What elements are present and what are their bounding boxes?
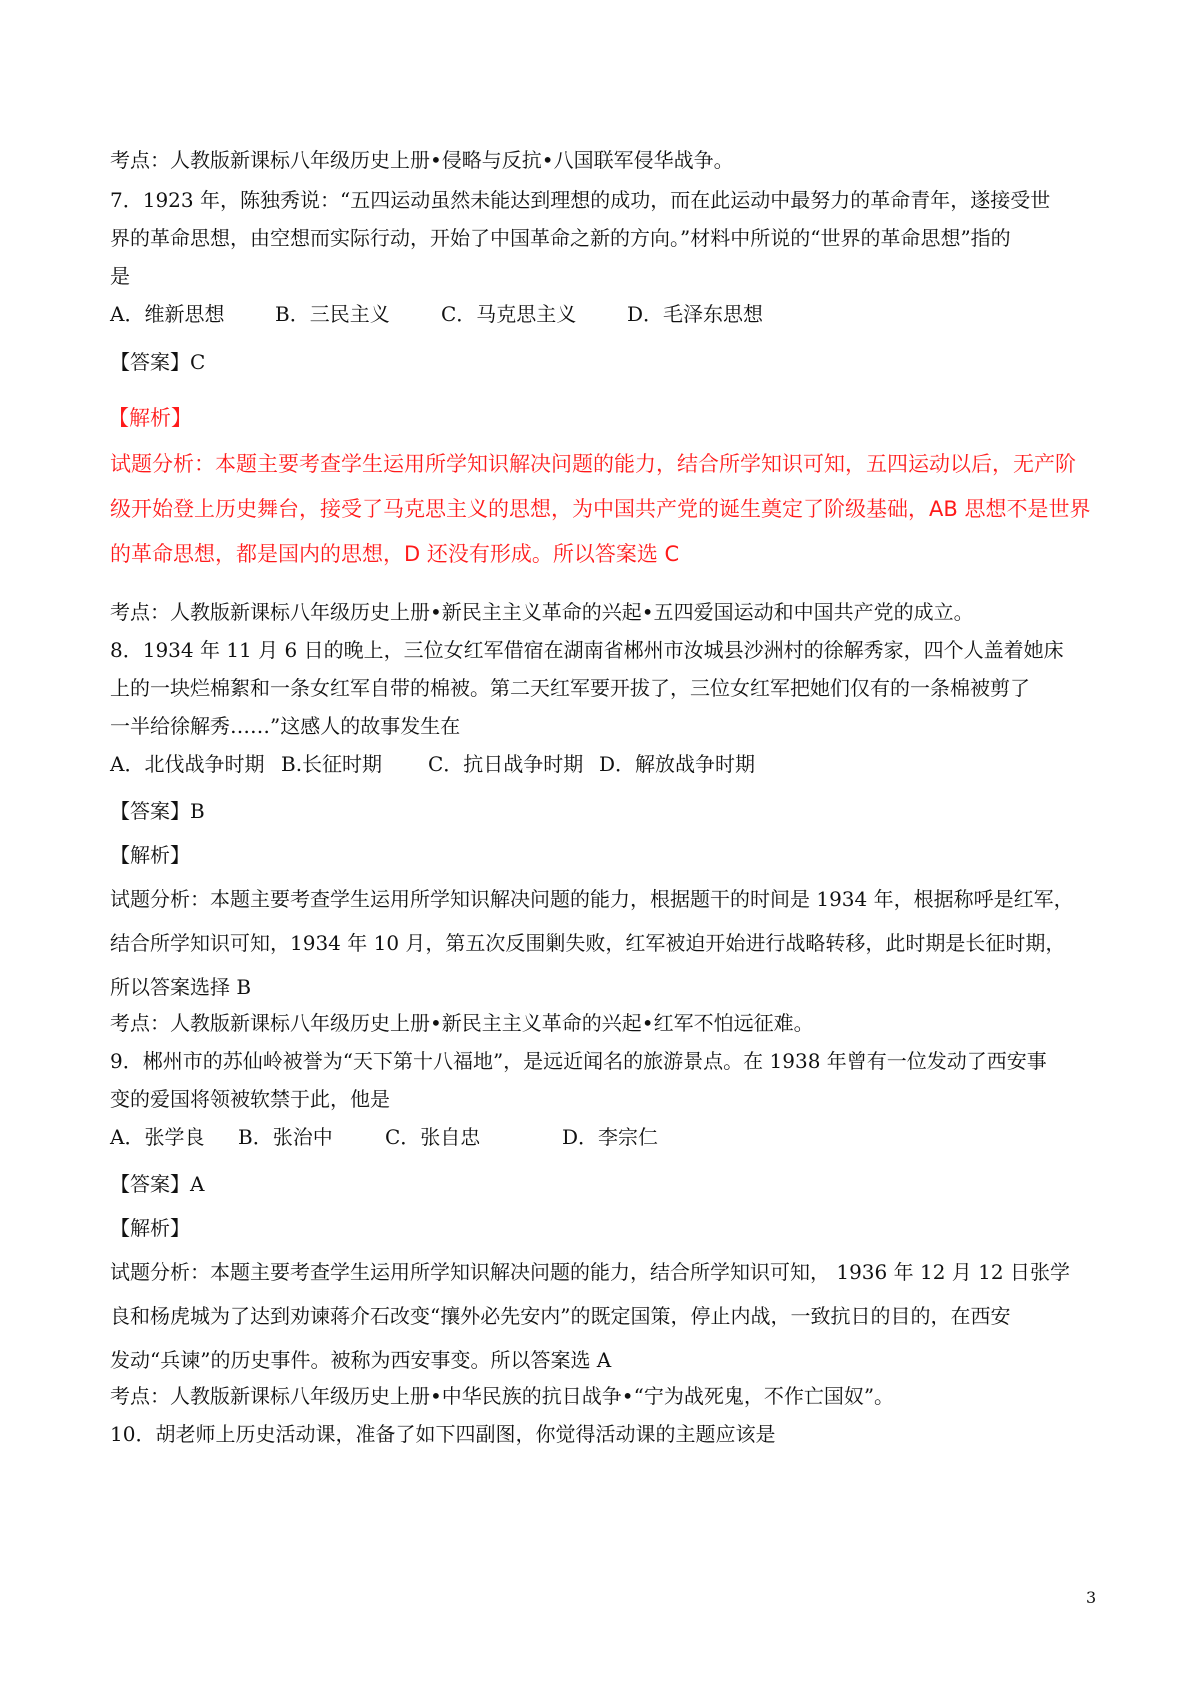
q7-line-2: 界的革命思想，由空想而实际行动，开始了中国革命之新的方向。”材料中所说的“世界的革命思想”指的 (110, 226, 1011, 250)
q9-option-d: D．李宗仁 (562, 1125, 659, 1149)
q8-line-3: 一半给徐解秀……”这感人的故事发生在 (110, 714, 461, 738)
q8-kaodian: 考点：人教版新课标八年级历史上册•新民主主义革命的兴起•红军不怕远征难。 (110, 1011, 814, 1035)
q8-answer: 【答案】B (110, 799, 205, 823)
q7-answer: 【答案】C (110, 350, 206, 374)
q9-line-2: 变的爱国将领被软禁于此，他是 (110, 1087, 390, 1111)
q7-line-3: 是 (110, 264, 130, 288)
q9-line-1: 9．郴州市的苏仙岭被誉为“天下第十八福地”，是远近闻名的旅游景点。在 1938 年曾有一位发动了西安事 (110, 1049, 1047, 1073)
q8-option-a: A．北伐战争时期 (110, 752, 265, 776)
q7-jiexi-label: 【解析】 (108, 406, 192, 430)
q9-analysis-line-3: 发动“兵谏”的历史事件。被称为西安事变。所以答案选 A (110, 1348, 612, 1372)
q7-analysis-line-1: 试题分析：本题主要考查学生运用所学知识解决问题的能力，结合所学知识可知，五四运动以后，无产阶 (110, 452, 1076, 476)
q8-options (110, 750, 1120, 778)
q7-line-1: 7．1923 年，陈独秀说：“五四运动虽然未能达到理想的成功，而在此运动中最努力的革命青年，遂接受世 (110, 188, 1051, 212)
q7-option-a: A．维新思想 (110, 302, 225, 326)
q8-option-b: B.长征时期 (281, 752, 383, 776)
q9-option-a: A．张学良 (110, 1125, 205, 1149)
q7-kaodian: 考点：人教版新课标八年级历史上册•新民主主义革命的兴起•五四爱国运动和中国共产党的成立。 (110, 600, 974, 624)
q9-analysis-line-2: 良和杨虎城为了达到劝谏蒋介石改变“攘外必先安内”的既定国策，停止内战，一致抗日的目的，在西安 (110, 1304, 1011, 1328)
q9-analysis-line-1: 试题分析：本题主要考查学生运用所学知识解决问题的能力，结合所学知识可知， 1936 年 12 月 12 日张学 (110, 1260, 1070, 1284)
q9-jiexi-label: 【解析】 (110, 1216, 190, 1240)
q9-options (110, 1123, 1120, 1151)
q9-option-c: C．张自忠 (385, 1125, 481, 1149)
q8-option-c: C．抗日战争时期 (428, 752, 584, 776)
q8-jiexi-label: 【解析】 (110, 843, 190, 867)
q7-option-c: C．马克思主义 (441, 302, 577, 326)
kaodian-line: 考点：人教版新课标八年级历史上册•侵略与反抗•八国联军侵华战争。 (110, 148, 734, 172)
q8-analysis-line-3: 所以答案选择 B (110, 975, 252, 999)
q9-kaodian: 考点：人教版新课标八年级历史上册•中华民族的抗日战争•“宁为战死鬼，不作亡国奴”。 (110, 1384, 895, 1408)
q8-line-2: 上的一块烂棉絮和一条女红军自带的棉被。第二天红军要开拔了，三位女红军把她们仅有的一条棉被剪了 (110, 676, 1030, 700)
q8-analysis-line-1: 试题分析：本题主要考查学生运用所学知识解决问题的能力，根据题干的时间是 1934 年，根据称呼是红军， (110, 887, 1074, 911)
q7-option-d: D．毛泽东思想 (627, 302, 764, 326)
q9-answer: 【答案】A (110, 1172, 205, 1196)
q10-line-1: 10．胡老师上历史活动课，准备了如下四副图，你觉得活动课的主题应该是 (110, 1422, 776, 1446)
q7-option-b: B．三民主义 (275, 302, 390, 326)
q8-option-d: D．解放战争时期 (599, 752, 756, 776)
q8-analysis-line-2: 结合所学知识可知，1934 年 10 月，第五次反围剿失败，红军被迫开始进行战略转移，此时期是长征时期， (110, 931, 1066, 955)
q7-analysis-line-2: 级开始登上历史舞台，接受了马克思主义的思想，为中国共产党的诞生奠定了阶级基础，AB 思想不是世界 (110, 497, 1091, 521)
q9-option-b: B．张治中 (238, 1125, 333, 1149)
q8-line-1: 8．1934 年 11 月 6 日的晚上，三位女红军借宿在湖南省郴州市汝城县沙洲村的徐解秀家，四个人盖着她床 (110, 638, 1064, 662)
page-number: 3 (1086, 1588, 1097, 1607)
q7-options (110, 300, 1120, 328)
q7-analysis-line-3: 的革命思想，都是国内的思想，D 还没有形成。所以答案选 C (110, 542, 680, 566)
